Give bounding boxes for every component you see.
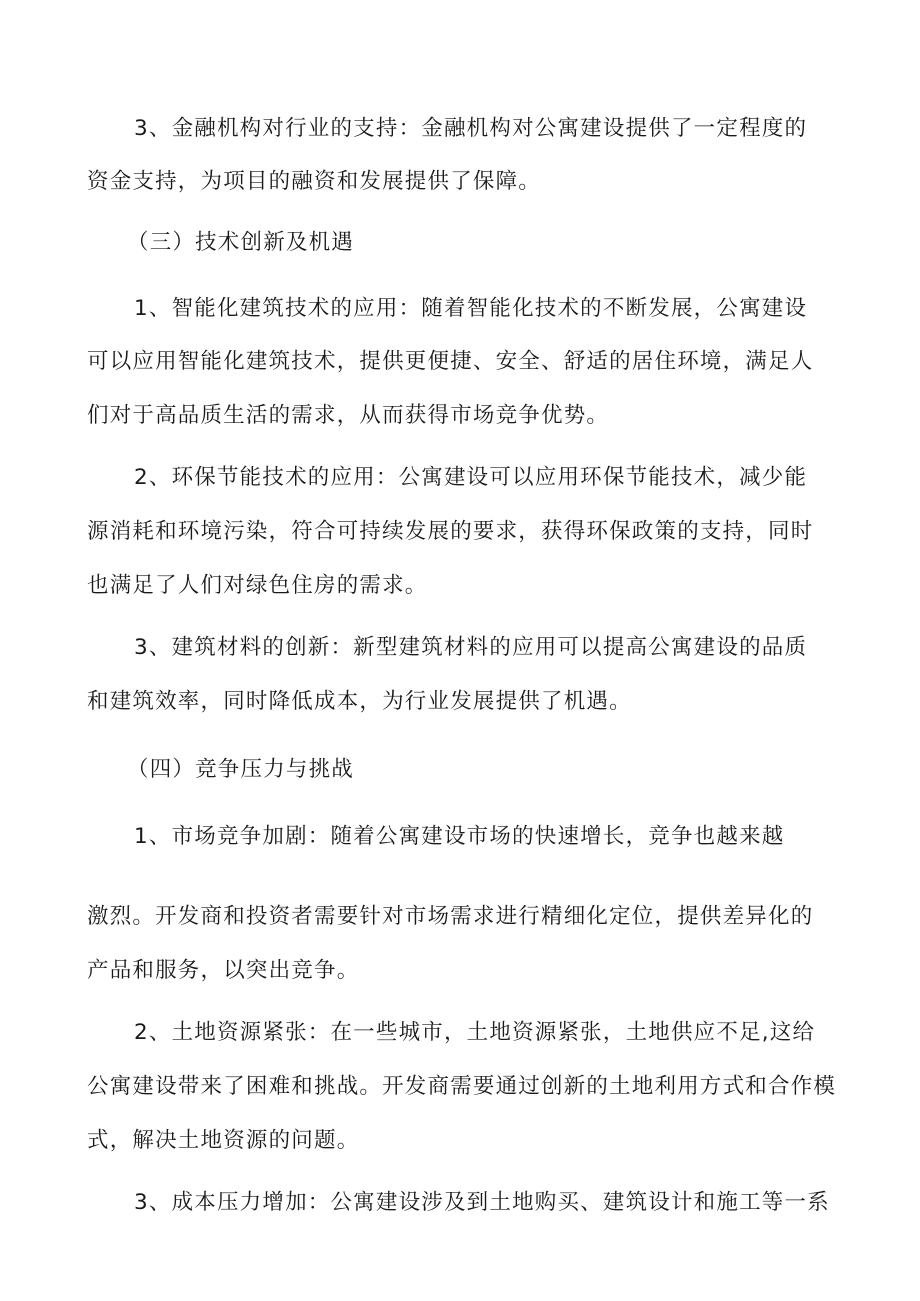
paragraph-line: 2、土地资源紧张：在一些城市，土地资源紧张，土地供应不足,这给 <box>134 1020 816 1045</box>
section-heading: （三）技术创新及机遇 <box>127 230 355 255</box>
paragraph-line: 资金支持，为项目的融资和发展提供了保障。 <box>87 169 542 194</box>
section-heading: （四）竞争压力与挑战 <box>127 757 355 782</box>
paragraph-line: 3、建筑材料的创新：新型建筑材料的应用可以提高公寓建设的品质 <box>134 635 808 660</box>
paragraph-line: 也满足了人们对绿色住房的需求。 <box>87 573 428 598</box>
paragraph-line: 式，解决土地资源的问题。 <box>87 1128 360 1153</box>
paragraph-line: 可以应用智能化建筑技术，提供更便捷、安全、舒适的居住环境，满足人 <box>87 349 814 374</box>
paragraph-line: 1、市场竞争加剧：随着公寓建设市场的快速增长，竞争也越来越 <box>134 824 785 849</box>
paragraph-line: 3、成本压力增加：公寓建设涉及到土地购买、建筑设计和施工等一系 <box>134 1190 830 1215</box>
paragraph-line: 们对于高品质生活的需求，从而获得市场竞争优势。 <box>87 403 610 428</box>
paragraph-line: 源消耗和环境污染，符合可持续发展的要求，获得环保政策的支持，同时 <box>87 519 814 544</box>
paragraph-line: 激烈。开发商和投资者需要针对市场需求进行精细化定位，提供差异化的 <box>87 904 814 929</box>
paragraph-line: 3、金融机构对行业的支持：金融机构对公寓建设提供了一定程度的 <box>134 116 808 141</box>
paragraph-line: 产品和服务，以突出竞争。 <box>87 958 360 983</box>
paragraph-line: 1、智能化建筑技术的应用：随着智能化技术的不断发展，公寓建设 <box>134 296 808 321</box>
paragraph-line: 和建筑效率，同时降低成本，为行业发展提供了机遇。 <box>87 689 632 714</box>
paragraph-line: 2、环保节能技术的应用：公寓建设可以应用环保节能技术，减少能 <box>134 465 808 490</box>
paragraph-line: 公寓建设带来了困难和挑战。开发商需要通过创新的土地利用方式和合作模 <box>87 1074 837 1099</box>
